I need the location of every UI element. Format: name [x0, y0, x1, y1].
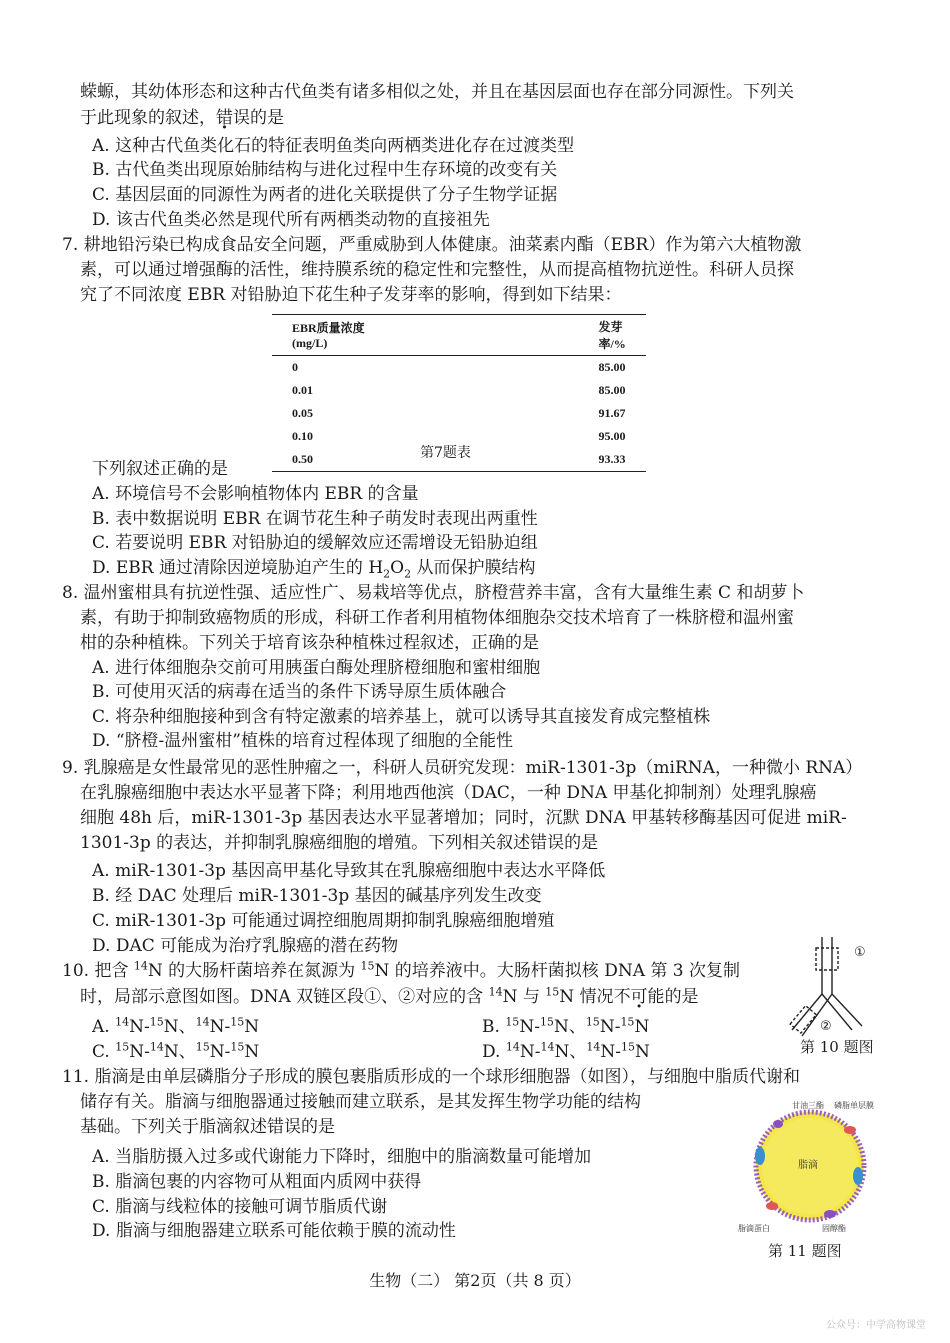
q9-option-c: C. miR-1301-3p 可能通过调控细胞周期抑制乳腺癌细胞增殖 — [92, 911, 555, 931]
q11-figure-caption: 第 11 题图 — [768, 1242, 842, 1260]
fig11-label-lipid-droplet: 脂滴 — [798, 1160, 818, 1171]
q8-stem-line: 素，有助于抑制致癌物质的形成，科研工作者利用植物体细胞杂交技术培育了一株脐橙和温州蜜 — [80, 608, 794, 628]
fig11-label-triglyceride: 甘油三酯 — [792, 1101, 824, 1110]
q7-option-a: A. 环境信号不会影响植物体内 EBR 的含量 — [92, 484, 419, 504]
q9-option-a: A. miR-1301-3p 基因高甲基化导致其在乳腺癌细胞中表达水平降低 — [92, 861, 606, 881]
fig11-label-sterol-ester: 固醇酯 — [822, 1224, 846, 1233]
table-header: 发芽率/% — [388, 315, 646, 356]
q7-option-d: D. EBR 通过清除因逆境胁迫产生的 $H_2O_2$ 从而保护膜结构 — [92, 558, 536, 581]
page-footer: 生物（二） 第2页（共 8 页） — [369, 1271, 581, 1290]
table-cell: 91.67 — [598, 406, 626, 420]
q7-stem-line: 素，可以通过增强酶的活性，维持膜系统的稳定性和完整性，从而提高植物抗逆性。科研人员探 — [80, 260, 794, 280]
table-cell: 0.01 — [292, 383, 313, 397]
fig10-label-2: ② — [820, 1019, 832, 1034]
q7-stem-line: 究了不同浓度 EBR 对铅胁迫下花生种子发芽率的影响，得到如下结果： — [80, 285, 622, 305]
table-cell: 95.00 — [598, 429, 626, 443]
q7-stem-line: 7. 耕地铅污染已构成食品安全问题，严重威胁到人体健康。油菜素内酯（EBR）作为第六大植物激 — [62, 235, 802, 255]
table-cell: 0.10 — [292, 429, 313, 443]
q9-option-b: B. 经 DAC 处理后 miR-1301-3p 基因的碱基序列发生改变 — [92, 886, 542, 906]
q6-option-b: B. 古代鱼类出现原始肺结构与进化过程中生存环境的改变有关 — [92, 160, 558, 180]
q6-stem-line: 于此现象的叙述，错误的是 — [80, 108, 284, 128]
table-row — [272, 356, 646, 380]
q10-figure-caption: 第 10 题图 — [800, 1038, 874, 1056]
watermark: 公众号：中学高物课堂 — [826, 1320, 926, 1331]
q10-option-d: D. $^{14}$N-$^{14}$N、$^{14}$N-$^{15}$N — [482, 1040, 650, 1062]
dna-replication-figure — [782, 932, 892, 1042]
q11-option-d: D. 脂滴与细胞器建立联系可能依赖于膜的流动性 — [92, 1221, 456, 1241]
fig11-label-protein: 脂滴蛋白 — [738, 1224, 770, 1233]
q10-stem-line: 时，局部示意图如图。DNA 双链区段①、②对应的含 $^{14}$N 与 $^{15}$N 情况不可能的是 — [80, 985, 699, 1007]
q7-stem-question: 下列叙述正确的是 — [92, 459, 228, 479]
q8-option-a: A. 进行体细胞杂交前可用胰蛋白酶处理脐橙细胞和蜜柑细胞 — [92, 658, 541, 678]
table-row — [272, 402, 646, 425]
q11-stem-line: 基础。下列关于脂滴叙述错误的是 — [80, 1117, 335, 1137]
table-cell: 0 — [292, 360, 298, 374]
q7-option-c: C. 若要说明 EBR 对铅胁迫的缓解效应还需增设无铅胁迫组 — [92, 533, 538, 553]
q9-stem-line: 9. 乳腺癌是女性最常见的恶性肿瘤之一，科研人员研究发现：miR-1301-3p（miRNA，一种微小 RNA） — [62, 758, 863, 778]
lipid-droplet-figure — [738, 1094, 888, 1234]
table-cell: 93.33 — [388, 448, 646, 472]
q6-option-c: C. 基因层面的同源性为两者的进化关联提供了分子生物学证据 — [92, 185, 558, 205]
q11-stem-line: 11. 脂滴是由单层磷脂分子形成的膜包裹脂质形成的一个球形细胞器（如图），与细胞中脂质代谢和 — [62, 1067, 800, 1087]
q9-option-d: D. DAC 可能成为治疗乳腺癌的潜在药物 — [92, 936, 399, 956]
q7-option-b: B. 表中数据说明 EBR 在调节花生种子萌发时表现出两重性 — [92, 509, 538, 529]
q8-option-b: B. 可使用灭活的病毒在适当的条件下诱导原生质体融合 — [92, 682, 507, 702]
q8-option-c: C. 将杂种细胞接种到含有特定激素的培养基上，就可以诱导其直接发育成完整植株 — [92, 707, 711, 727]
q6-option-a: A. 这种古代鱼类化石的特征表明鱼类向两栖类进化存在过渡类型 — [92, 136, 575, 156]
q10-option-a: A. $^{14}$N-$^{15}$N、$^{14}$N-$^{15}$N — [92, 1015, 260, 1037]
q8-option-d: D. “脐橙-温州蜜柑”植株的培育过程体现了细胞的全能性 — [92, 731, 513, 751]
q11-option-b: B. 脂滴包裹的内容物可从粗面内质网中获得 — [92, 1172, 422, 1192]
table-cell: 85.00 — [598, 383, 626, 397]
q11-option-a: A. 当脂肪摄入过多或代谢能力下降时，细胞中的脂滴数量可能增加 — [92, 1147, 592, 1167]
table-header: EBR质量浓度(mg/L) — [272, 315, 388, 356]
q10-option-c: C. $^{15}$N-$^{14}$N、$^{15}$N-$^{15}$N — [92, 1040, 260, 1062]
table-cell: 0.50 — [272, 448, 388, 472]
q8-stem-line: 柑的杂种植株。下列关于培育该杂种植株过程叙述，正确的是 — [80, 633, 539, 653]
q7-table-caption: 第7题表 — [420, 445, 471, 461]
q6-stem-line: 蝾螈，其幼体形态和这种古代鱼类有诸多相似之处，并且在基因层面也存在部分同源性。下列关 — [80, 82, 794, 102]
table-row — [272, 379, 646, 402]
table-cell: 85.00 — [598, 360, 626, 374]
q11-option-c: C. 脂滴与线粒体的接触可调节脂质代谢 — [92, 1197, 388, 1217]
q10-stem-line: 10. 把含 $^{14}$N 的大肠杆菌培养在氮源为 $^{15}$N 的培养液中。大肠杆菌拟核 DNA 第 3 次复制 — [62, 959, 741, 981]
q9-stem-line: 在乳腺癌细胞中表达水平显著下降；利用地西他滨（DAC，一种 DNA 甲基化抑制剂）处理乳腺癌 — [80, 783, 817, 803]
q6-option-d: D. 该古代鱼类必然是现代所有两栖类动物的直接祖先 — [92, 210, 490, 230]
fig10-label-1: ① — [854, 945, 866, 960]
table-cell: 0.05 — [292, 406, 313, 420]
table-header-row — [272, 315, 646, 356]
q8-stem-line: 8. 温州蜜柑具有抗逆性强、适应性广、易栽培等优点，脐橙营养丰富，含有大量维生素 C 和胡萝卜 — [62, 583, 805, 603]
q11-stem-line: 储存有关。脂滴与细胞器通过接触而建立联系，是其发挥生物学功能的结构 — [80, 1092, 641, 1112]
q9-stem-line: 细胞 48h 后，miR-1301-3p 基因表达水平显著增加；同时，沉默 DNA 甲基转移酶基因可促进 miR- — [80, 808, 847, 828]
q10-option-b: B. $^{15}$N-$^{15}$N、$^{15}$N-$^{15}$N — [482, 1015, 650, 1037]
q9-stem-line: 1301-3p 的表达，并抑制乳腺癌细胞的增殖。下列相关叙述错误的是 — [80, 833, 599, 853]
fig11-label-phospholipid: 磷脂单层膜 — [834, 1101, 874, 1110]
